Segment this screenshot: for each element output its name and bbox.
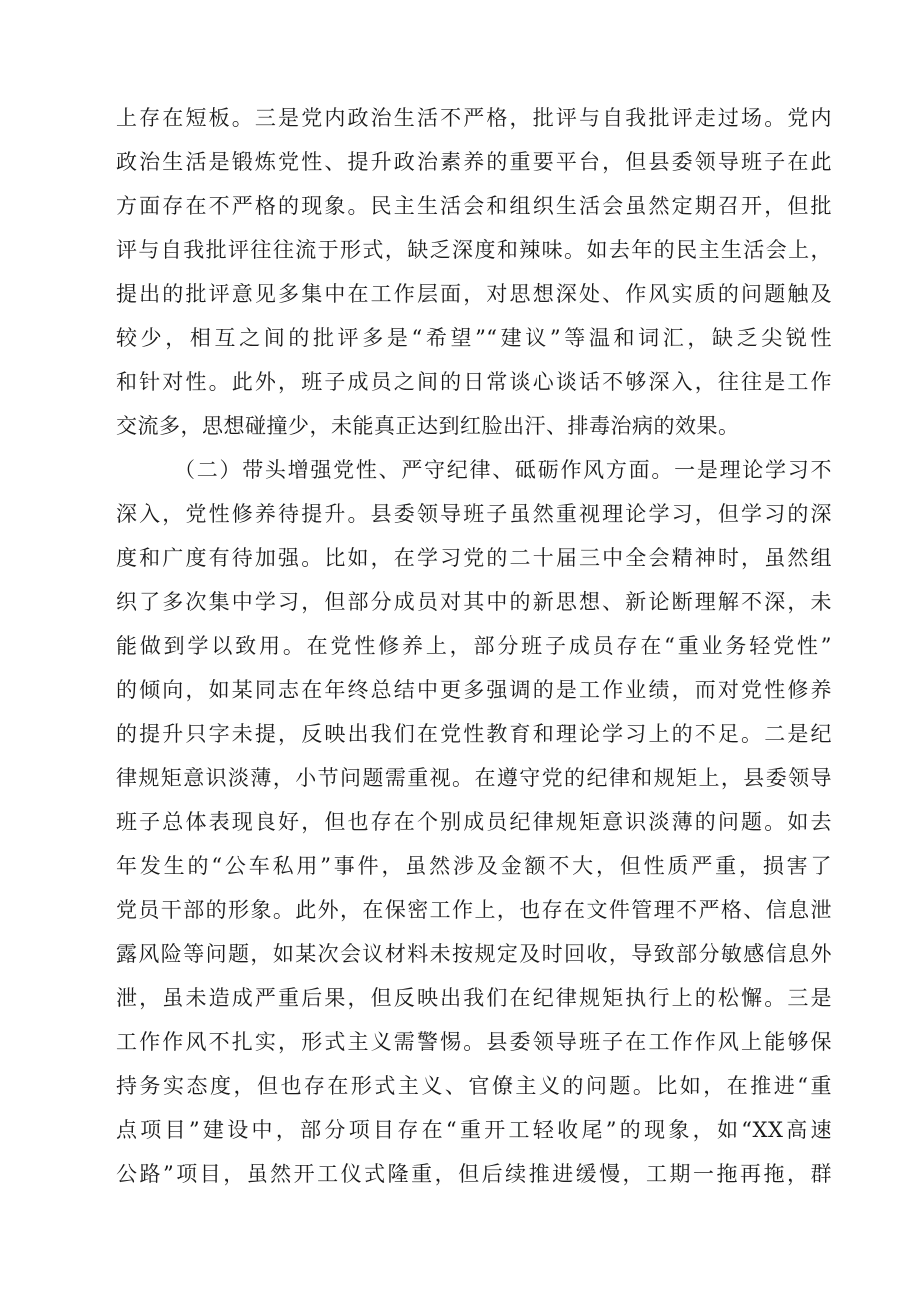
text-line: 持务实态度，但也存在形式主义、官僚主义的问题。比如，在推进“重 xyxy=(116,1074,832,1098)
text-line: 深入，党性修养待提升。县委领导班子虽然重视理论学习，但学习的深 xyxy=(116,502,832,526)
text-line: 评与自我批评往往流于形式，缺乏深度和辣味。如去年的民主生活会上， xyxy=(116,238,832,262)
text-line: 政治生活是锻炼党性、提升政治素养的重要平台，但县委领导班子在此 xyxy=(116,150,832,174)
text-line: 交流多，思想碰撞少，未能真正达到红脸出汗、排毒治病的效果。 xyxy=(116,414,740,438)
text-line: 年发生的“公车私用”事件，虽然涉及金额不大，但性质严重，损害了 xyxy=(116,854,832,878)
text-line: 能做到学以致用。在党性修养上，部分班子成员存在“重业务轻党性” xyxy=(116,634,832,658)
text-line: 露风险等问题，如某次会议材料未按规定及时回收，导致部分敏感信息外 xyxy=(116,942,832,966)
text-line: 方面存在不严格的现象。民主生活会和组织生活会虽然定期召开，但批 xyxy=(116,194,832,218)
text-line: 提出的批评意见多集中在工作层面，对思想深处、作风实质的问题触及 xyxy=(116,282,832,306)
section-heading-line: （二）带头增强党性、严守纪律、砥砺作风方面。一是理论学习不 xyxy=(174,458,832,482)
text-line: 和针对性。此外，班子成员之间的日常谈心谈话不够深入，往往是工作 xyxy=(116,370,832,394)
text-line: 上存在短板。三是党内政治生活不严格，批评与自我批评走过场。党内 xyxy=(116,106,832,130)
text-line: 的提升只字未提，反映出我们在党性教育和理论学习上的不足。二是纪 xyxy=(116,722,832,746)
body-text xyxy=(116,96,832,1196)
text-line: 的倾向，如某同志在年终总结中更多强调的是工作业绩，而对党性修养 xyxy=(116,678,832,702)
text-line: 党员干部的形象。此外，在保密工作上，也存在文件管理不严格、信息泄 xyxy=(116,898,832,922)
text-line: 班子总体表现良好，但也存在个别成员纪律规矩意识淡薄的问题。如去 xyxy=(116,810,832,834)
text-line: 度和广度有待加强。比如，在学习党的二十届三中全会精神时，虽然组 xyxy=(116,546,832,570)
text-line: 律规矩意识淡薄，小节问题需重视。在遵守党的纪律和规矩上，县委领导 xyxy=(116,766,832,790)
text-line: 公路”项目，虽然开工仪式隆重，但后续推进缓慢，工期一拖再拖，群 xyxy=(116,1162,832,1186)
text-line: 点项目”建设中，部分项目存在“重开工轻收尾”的现象，如“XX高速 xyxy=(116,1118,832,1142)
text-line: 工作作风不扎实，形式主义需警惕。县委领导班子在工作作风上能够保 xyxy=(116,1030,832,1054)
text-line: 织了多次集中学习，但部分成员对其中的新思想、新论断理解不深，未 xyxy=(116,590,832,614)
text-line: 较少，相互之间的批评多是“希望”“建议”等温和词汇，缺乏尖锐性 xyxy=(116,326,832,350)
text-line: 泄，虽未造成严重后果，但反映出我们在纪律规矩执行上的松懈。三是 xyxy=(116,986,832,1010)
